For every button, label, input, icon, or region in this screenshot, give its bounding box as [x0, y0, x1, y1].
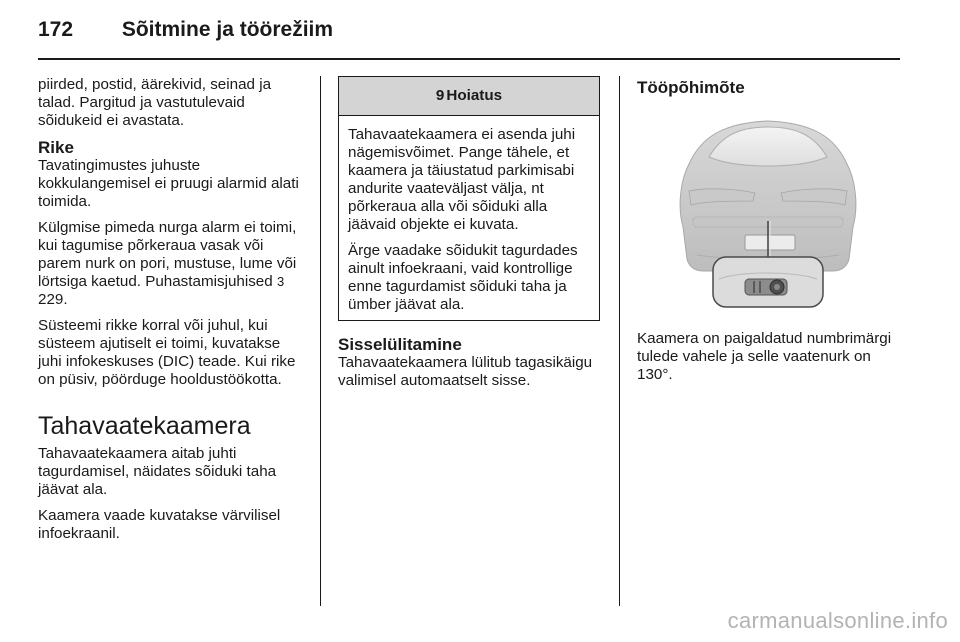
- activation-paragraph: Tahavaatekaamera lülitub tagasikäigu valimisel automaatselt sisse.: [338, 354, 593, 389]
- rike-paragraph-3: Süsteemi rikke korral või juhul, kui süsteem ajutiselt ei toimi, kuvatakse juhi infokeskuses (DIC) teade. Kui rike on püsiv, pöörduge hooldustöökotta.: [38, 317, 296, 388]
- chapter-title: Sõitmine ja töörežiim: [121, 18, 334, 41]
- rike-paragraph-1: Tavatingimustes juhuste kokkulangemisel ei pruugi alarmid alati toimida.: [38, 157, 299, 210]
- section-heading: Tahavaatekaamera: [38, 412, 251, 440]
- page-header: [38, 18, 333, 42]
- header-divider: [38, 58, 900, 60]
- camera-detail-inset: [713, 257, 823, 307]
- warning-paragraph-2: Ärge vaadake sõidukit tagurdades ainult infoekraani, vaid kontrollige enne tagurdamist sõiduki taha ja ümber jäävat ala.: [348, 242, 578, 313]
- column-divider-2: [619, 76, 620, 606]
- warning-title: Hoiatus: [446, 87, 503, 104]
- operation-paragraph: Kaamera on paigaldatud numbrimärgi tulede vahele ja selle vaatenurk on 130°.: [637, 330, 892, 383]
- warning-header: [339, 77, 599, 116]
- warning-box: [338, 76, 600, 321]
- warning-paragraph-1: Tahavaatekaamera ei asenda juhi nägemisvõimet. Pange tähele, et kaamera ja täiustatud parkimisabi andurite vaateväljast välja, nt põrkeraua alla või sõiduki alla jäävaid objekte ei kuvata.: [348, 126, 576, 233]
- section-paragraph-1: Tahavaatekaamera aitab juhti tagurdamisel, näidates sõiduki taha jäävat ala.: [38, 445, 277, 498]
- rike-paragraph-2-text: Külgmise pimeda nurga alarm ei toimi, kui tagumise põrkeraua vasak või parem nurk on pori, mustuse, lume või lörtsiga kaetud. Puhastamisjuhised: [38, 219, 297, 290]
- page-number: 172: [38, 18, 74, 41]
- operation-heading: Tööpõhimõte: [637, 78, 745, 97]
- column-3: [637, 76, 899, 392]
- page-reference-icon: 3: [276, 274, 285, 289]
- warning-icon: 9: [435, 87, 445, 104]
- activation-heading: Sisselülitamine: [338, 335, 462, 354]
- page-reference-number[interactable]: 229.: [38, 291, 68, 308]
- warning-body: [339, 116, 599, 320]
- column-1: [38, 76, 300, 551]
- rear-camera-illustration: [637, 109, 899, 309]
- rike-heading: Rike: [38, 138, 74, 157]
- column-divider-1: [320, 76, 321, 606]
- watermark: carmanualsonline.info: [727, 608, 948, 633]
- section-paragraph-2: Kaamera vaade kuvatakse värvilisel infoekraanil.: [38, 507, 281, 542]
- rike-paragraph-2: [38, 219, 300, 309]
- intro-paragraph: piirded, postid, äärekivid, seinad ja talad. Pargitud ja vastutulevaid sõidukeid ei avastata.: [38, 76, 272, 129]
- column-2: [338, 76, 600, 398]
